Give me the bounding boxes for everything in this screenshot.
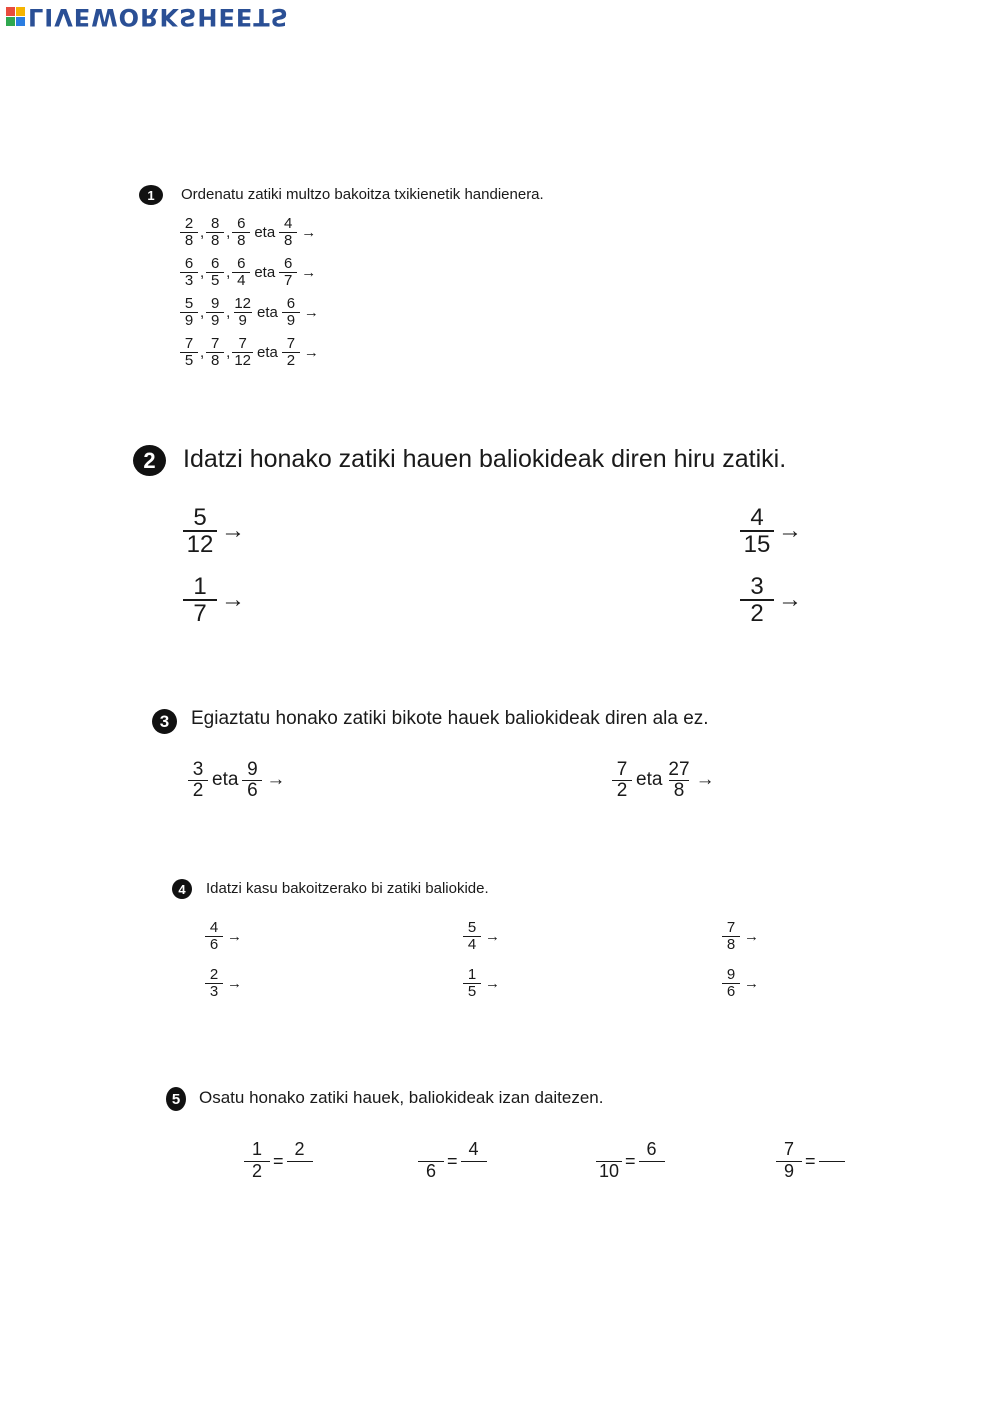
denominator: 8: [279, 232, 297, 249]
equals-sign: =: [273, 1151, 284, 1171]
exercise-5-item-1: [244, 1140, 313, 1183]
exercise-1-number-badge: 1: [139, 185, 163, 205]
comma: ,: [226, 223, 231, 241]
numerator: 27: [668, 759, 690, 780]
conjunction-eta: eta: [212, 769, 239, 791]
numerator: 1: [251, 1139, 262, 1159]
exercise-3-title: Egiaztatu honako zatiki bikote hauek baliokideak diren ala ez.: [191, 708, 709, 729]
numerator: 1: [467, 966, 477, 983]
arrow-right-icon: →: [303, 303, 319, 321]
numerator: 1: [193, 573, 207, 600]
denominator: 8: [232, 232, 250, 249]
denominator: 10: [596, 1161, 622, 1183]
fraction: [205, 920, 223, 953]
exercise-4-item-5: [463, 967, 500, 1000]
comma: ,: [200, 263, 205, 281]
arrow-right-icon: →: [778, 586, 802, 614]
denominator-answer-field[interactable]: [461, 1161, 487, 1183]
numerator: 4: [209, 919, 219, 936]
denominator: 6: [242, 780, 262, 801]
fraction: [232, 216, 250, 249]
exercise-2-item-2: [740, 505, 802, 557]
logo-badge-icon: [6, 7, 25, 26]
fraction: [205, 967, 223, 1000]
denominator: 3: [180, 272, 198, 289]
arrow-right-icon: →: [301, 263, 317, 281]
conjunction-eta: eta: [254, 263, 276, 281]
denominator: 5: [180, 352, 198, 369]
denominator: 8: [206, 232, 224, 249]
numerator: 7: [726, 919, 736, 936]
arrow-right-icon: →: [301, 223, 317, 241]
exercise-4-item-2: [463, 920, 500, 953]
numerator: 7: [211, 335, 220, 352]
logo-text: LIVEWORKSHEETS: [28, 3, 289, 31]
denominator: 5: [463, 983, 481, 1000]
exercise-3-number-badge: 3: [152, 709, 177, 734]
fraction-blank[interactable]: [461, 1140, 487, 1183]
numerator: 9: [211, 295, 220, 312]
denominator: 8: [722, 936, 740, 953]
exercise-5-number-badge: 5: [166, 1087, 186, 1111]
denominator: 9: [234, 312, 252, 329]
numerator: 5: [193, 504, 207, 531]
denominator: 6: [418, 1161, 444, 1183]
denominator-answer-field[interactable]: [287, 1161, 313, 1183]
arrow-right-icon: →: [227, 927, 242, 945]
equals-sign: =: [805, 1151, 816, 1171]
denominator: 9: [180, 312, 198, 329]
arrow-right-icon: →: [744, 974, 759, 992]
fraction: [180, 216, 198, 249]
denominator: 7: [279, 272, 297, 289]
fraction-blank[interactable]: [418, 1140, 444, 1183]
liveworksheets-logo: [6, 4, 289, 30]
denominator: 6: [205, 936, 223, 953]
arrow-right-icon: →: [266, 769, 286, 791]
logo-badge-square: [6, 17, 15, 26]
fraction: [666, 760, 691, 801]
denominator: 8: [669, 780, 689, 801]
numerator: 6: [284, 255, 293, 272]
numerator: 4: [284, 215, 293, 232]
exercise-1-row-2: [180, 256, 316, 289]
denominator: 7: [183, 599, 217, 626]
numerator-answer-field[interactable]: [819, 1140, 845, 1161]
numerator: 4: [468, 1139, 479, 1159]
numerator: 6: [184, 255, 194, 272]
fraction: [188, 760, 208, 801]
exercise-5-item-3: [596, 1140, 665, 1183]
numerator: 4: [750, 504, 764, 531]
exercise-4-item-1: [205, 920, 242, 953]
numerator: 12: [234, 295, 252, 312]
comma: ,: [226, 303, 231, 321]
numerator: 9: [247, 759, 258, 780]
exercise-2-item-1: [183, 505, 245, 557]
arrow-right-icon: →: [744, 927, 759, 945]
fraction: [463, 967, 481, 1000]
comma: ,: [200, 343, 205, 361]
denominator: 5: [206, 272, 224, 289]
fraction-blank[interactable]: [596, 1140, 622, 1183]
exercise-4-title: Idatzi kasu bakoitzerako bi zatiki baliokide.: [206, 880, 489, 897]
numerator: 2: [209, 966, 219, 983]
numerator: 3: [192, 759, 204, 780]
denominator: 2: [188, 780, 208, 801]
arrow-right-icon: →: [485, 927, 500, 945]
arrow-right-icon: →: [221, 586, 245, 614]
conjunction-eta: eta: [636, 769, 663, 791]
numerator: 5: [184, 295, 194, 312]
denominator: 2: [740, 599, 774, 626]
arrow-right-icon: →: [485, 974, 500, 992]
fraction: [282, 336, 300, 369]
fraction: [206, 336, 224, 369]
denominator: 9: [282, 312, 300, 329]
denominator: 12: [183, 530, 217, 557]
fraction: [282, 296, 300, 329]
fraction: [242, 760, 262, 801]
numerator: 7: [616, 759, 628, 780]
fraction: [180, 256, 198, 289]
numerator: 8: [211, 215, 220, 232]
fraction: [776, 1140, 802, 1183]
arrow-right-icon: →: [778, 517, 802, 545]
fraction: [206, 256, 224, 289]
exercise-5-item-4: [776, 1140, 845, 1183]
exercise-1-row-4: [180, 336, 319, 369]
numerator: 9: [726, 966, 736, 983]
exercise-5-item-2: [418, 1140, 487, 1183]
numerator: 2: [294, 1139, 305, 1159]
numerator: 6: [237, 215, 246, 232]
exercise-4-number-badge: 4: [172, 879, 192, 899]
fraction: [180, 296, 198, 329]
arrow-right-icon: →: [221, 517, 245, 545]
arrow-right-icon: →: [695, 769, 715, 791]
denominator: 15: [740, 530, 774, 557]
exercise-2-number-badge: 2: [133, 445, 166, 476]
denominator: 3: [205, 983, 223, 1000]
exercise-1-title: Ordenatu zatiki multzo bakoitza txikienetik handienera.: [181, 186, 544, 203]
conjunction-eta: eta: [257, 303, 278, 321]
comma: ,: [226, 343, 231, 361]
exercise-1-row-3: [180, 296, 319, 329]
numerator: 6: [237, 255, 246, 272]
numerator: 5: [467, 919, 477, 936]
arrow-right-icon: →: [303, 343, 319, 361]
numerator-answer-field[interactable]: [418, 1140, 444, 1161]
fraction: [463, 920, 481, 953]
numerator: 6: [646, 1139, 657, 1159]
fraction: [279, 216, 297, 249]
denominator: 2: [282, 352, 300, 369]
fraction-blank[interactable]: [639, 1140, 665, 1183]
denominator: 12: [234, 351, 252, 369]
exercise-3-pair-2: [612, 760, 715, 801]
exercise-4-item-6: [722, 967, 759, 1000]
fraction: [180, 336, 198, 369]
fraction: [183, 574, 217, 626]
fraction: [279, 256, 297, 289]
fraction: [206, 216, 224, 249]
logo-badge-square: [16, 17, 25, 26]
conjunction-eta: eta: [257, 343, 278, 361]
comma: ,: [200, 303, 205, 321]
numerator-answer-field[interactable]: [596, 1140, 622, 1161]
numerator: 6: [286, 295, 296, 312]
fraction-blank[interactable]: [819, 1140, 845, 1183]
exercise-4-item-4: [205, 967, 242, 1000]
denominator-answer-field[interactable]: [819, 1161, 845, 1183]
denominator: 9: [776, 1161, 802, 1183]
denominator: 2: [612, 780, 632, 801]
numerator: 3: [750, 573, 764, 600]
arrow-right-icon: →: [227, 974, 242, 992]
numerator: 6: [211, 255, 220, 272]
fraction-blank[interactable]: [287, 1140, 313, 1183]
exercise-2-item-3: [183, 574, 245, 626]
denominator-answer-field[interactable]: [639, 1161, 665, 1183]
exercise-1-row-1: [180, 216, 316, 249]
denominator: 9: [206, 312, 224, 329]
fraction: [612, 760, 632, 801]
exercise-5-title: Osatu honako zatiki hauek, baliokideak izan daitezen.: [199, 1088, 604, 1107]
exercise-2-title: Idatzi honako zatiki hauen baliokideak diren hiru zatiki.: [183, 445, 787, 473]
logo-badge-square: [16, 7, 25, 16]
numerator: 7: [184, 335, 194, 352]
denominator: 2: [244, 1161, 270, 1183]
fraction: [722, 967, 740, 1000]
exercise-4-item-3: [722, 920, 759, 953]
fraction: [722, 920, 740, 953]
fraction: [232, 296, 253, 329]
fraction: [232, 256, 250, 289]
exercise-2-item-4: [740, 574, 802, 626]
equals-sign: =: [625, 1151, 636, 1171]
denominator: 4: [232, 272, 250, 289]
denominator: 8: [180, 232, 198, 249]
denominator: 4: [463, 936, 481, 953]
numerator: 7: [783, 1139, 794, 1159]
equals-sign: =: [447, 1151, 458, 1171]
comma: ,: [200, 223, 205, 241]
denominator: 6: [722, 983, 740, 1000]
fraction: [740, 574, 774, 626]
conjunction-eta: eta: [254, 223, 276, 241]
numerator: 7: [286, 335, 296, 352]
logo-badge-square: [6, 7, 15, 16]
fraction: [206, 296, 224, 329]
fraction: [232, 336, 253, 369]
numerator: 7: [238, 335, 247, 352]
exercise-3-pair-1: [188, 760, 285, 801]
comma: ,: [226, 263, 231, 281]
fraction: [740, 505, 774, 557]
fraction: [244, 1140, 270, 1183]
denominator: 8: [206, 352, 224, 369]
numerator: 2: [184, 215, 194, 232]
fraction: [183, 505, 217, 557]
